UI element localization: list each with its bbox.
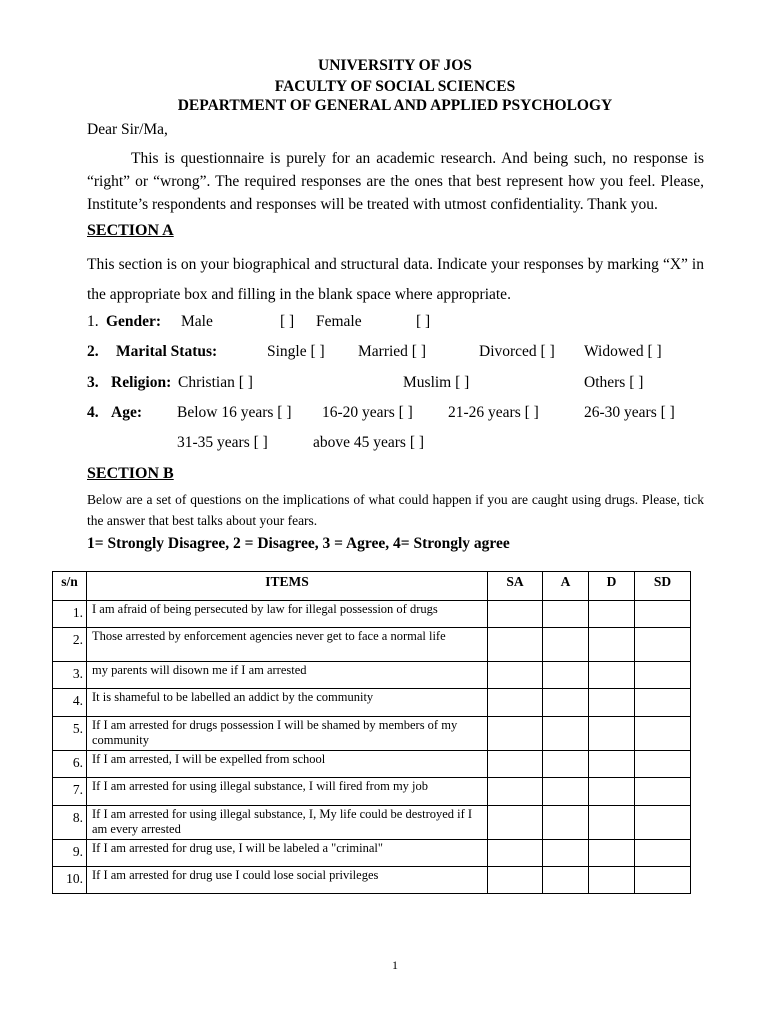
religion-label: Religion:	[111, 374, 172, 391]
a-cell[interactable]	[543, 867, 589, 894]
d-cell[interactable]	[589, 662, 635, 689]
sd-cell[interactable]	[635, 778, 691, 806]
sa-cell[interactable]	[488, 601, 543, 628]
sd-cell[interactable]	[635, 751, 691, 778]
row-number: 4.	[53, 689, 87, 717]
row-number: 3.	[53, 662, 87, 689]
age-31-35-checkbox[interactable]: 31-35 years [ ]	[177, 434, 268, 451]
marital-married-checkbox[interactable]: Married [ ]	[358, 343, 426, 360]
age-21-26-checkbox[interactable]: 21-26 years [ ]	[448, 404, 539, 421]
sd-cell[interactable]	[635, 806, 691, 840]
age-above45-checkbox[interactable]: above 45 years [ ]	[313, 434, 425, 451]
age-below16-checkbox[interactable]: Below 16 years [ ]	[177, 404, 292, 421]
age-16-20-checkbox[interactable]: 16-20 years [ ]	[322, 404, 413, 421]
marital-label: Marital Status:	[116, 343, 218, 360]
row-item-text: If I am arrested, I will be expelled from school	[87, 751, 488, 778]
sd-cell[interactable]	[635, 601, 691, 628]
header-items: ITEMS	[87, 572, 488, 601]
header-sd: SD	[635, 572, 691, 601]
marital-single-checkbox[interactable]: Single [ ]	[267, 343, 325, 360]
row-item-text: It is shameful to be labelled an addict by the community	[87, 689, 488, 717]
table-row	[53, 601, 691, 628]
gender-num: 1.	[87, 313, 99, 330]
salutation: Dear Sir/Ma,	[87, 121, 168, 138]
table-row	[53, 662, 691, 689]
section-b-title: SECTION B	[87, 465, 174, 482]
sa-cell[interactable]	[488, 806, 543, 840]
table-row	[53, 806, 691, 840]
a-cell[interactable]	[543, 689, 589, 717]
marital-widowed-checkbox[interactable]: Widowed [ ]	[584, 343, 662, 360]
row-number: 9.	[53, 840, 87, 867]
sd-cell[interactable]	[635, 840, 691, 867]
d-cell[interactable]	[589, 689, 635, 717]
sd-cell[interactable]	[635, 717, 691, 751]
header-sn: s/n	[53, 572, 87, 601]
marital-num: 2.	[87, 343, 99, 360]
a-cell[interactable]	[543, 601, 589, 628]
a-cell[interactable]	[543, 840, 589, 867]
a-cell[interactable]	[543, 662, 589, 689]
age-26-30-checkbox[interactable]: 26-30 years [ ]	[584, 404, 675, 421]
row-item-text: If I am arrested for using illegal substance, I will fired from my job	[87, 778, 488, 806]
sd-cell[interactable]	[635, 628, 691, 662]
header-sa: SA	[488, 572, 543, 601]
age-num: 4.	[87, 404, 99, 421]
row-number: 6.	[53, 751, 87, 778]
row-number: 10.	[53, 867, 87, 894]
religion-muslim-checkbox[interactable]: Muslim [ ]	[403, 374, 470, 391]
gender-female-label: Female	[316, 313, 362, 330]
d-cell[interactable]	[589, 806, 635, 840]
section-a-instructions: This section is on your biographical and structural data. Indicate your responses by marking “X” in the appropriate box and filling in the blank space where appropriate.	[87, 256, 704, 303]
marital-divorced-checkbox[interactable]: Divorced [ ]	[479, 343, 555, 360]
row-item-text: If I am arrested for drug use, I will be labeled a "criminal"	[87, 840, 488, 867]
sa-cell[interactable]	[488, 628, 543, 662]
section-b-instructions: Below are a set of questions on the implications of what could happen if you are caught using drugs. Please, tick the answer that best talks about your fears.	[87, 492, 704, 528]
table-row	[53, 717, 691, 751]
a-cell[interactable]	[543, 778, 589, 806]
table-row	[53, 867, 691, 894]
d-cell[interactable]	[589, 751, 635, 778]
row-number: 2.	[53, 628, 87, 662]
gender-male-label: Male	[181, 313, 213, 330]
row-item-text: my parents will disown me if I am arrested	[87, 662, 488, 689]
religion-others-checkbox[interactable]: Others [ ]	[584, 374, 644, 391]
gender-female-checkbox[interactable]: [ ]	[416, 313, 431, 330]
sa-cell[interactable]	[488, 751, 543, 778]
gender-label: Gender:	[106, 313, 162, 330]
a-cell[interactable]	[543, 628, 589, 662]
faculty-title: FACULTY OF SOCIAL SCIENCES	[274, 78, 516, 95]
table-header-row	[53, 572, 691, 601]
page-number: 1	[392, 958, 398, 972]
age-label: Age:	[111, 404, 142, 421]
d-cell[interactable]	[589, 867, 635, 894]
row-item-text: I am afraid of being persecuted by law for illegal possession of drugs	[87, 601, 488, 628]
row-item-text: Those arrested by enforcement agencies never get to face a normal life	[87, 628, 488, 662]
sa-cell[interactable]	[488, 778, 543, 806]
gender-male-checkbox[interactable]: [ ]	[280, 313, 295, 330]
sd-cell[interactable]	[635, 867, 691, 894]
row-number: 5.	[53, 717, 87, 751]
header-d: D	[589, 572, 635, 601]
a-cell[interactable]	[543, 806, 589, 840]
d-cell[interactable]	[589, 628, 635, 662]
a-cell[interactable]	[543, 751, 589, 778]
religion-num: 3.	[87, 374, 99, 391]
row-item-text: If I am arrested for drugs possession I will be shamed by members of my community	[87, 717, 488, 751]
table-row	[53, 689, 691, 717]
table-row	[53, 840, 691, 867]
row-number: 8.	[53, 806, 87, 840]
row-item-text: If I am arrested for drug use I could lose social privileges	[87, 867, 488, 894]
sa-cell[interactable]	[488, 689, 543, 717]
table-row	[53, 751, 691, 778]
d-cell[interactable]	[589, 840, 635, 867]
table-row	[53, 628, 691, 662]
questionnaire-table	[52, 571, 691, 894]
table-row	[53, 778, 691, 806]
row-number: 7.	[53, 778, 87, 806]
university-title: UNIVERSITY OF JOS	[318, 57, 472, 74]
a-cell[interactable]	[543, 717, 589, 751]
sa-cell[interactable]	[488, 867, 543, 894]
intro-paragraph: This is questionnaire is purely for an academic research. And being such, no response is “right” or “wrong”. The required responses are the ones that best represent how you feel. Please, Institute’s respondents and responses will be treated with utmost confidentiality. Thank you.	[87, 150, 704, 213]
rating-scale: 1= Strongly Disagree, 2 = Disagree, 3 = Agree, 4= Strongly agree	[87, 535, 510, 552]
religion-christian-checkbox[interactable]: Christian [ ]	[178, 374, 253, 391]
row-item-text: If I am arrested for using illegal substance, I, My life could be destroyed if I am every arrested	[87, 806, 488, 840]
row-number: 1.	[53, 601, 87, 628]
department-title: DEPARTMENT OF GENERAL AND APPLIED PSYCHOLOGY	[177, 97, 613, 114]
sa-cell[interactable]	[488, 662, 543, 689]
sd-cell[interactable]	[635, 662, 691, 689]
d-cell[interactable]	[589, 778, 635, 806]
d-cell[interactable]	[589, 601, 635, 628]
header-a: A	[543, 572, 589, 601]
sd-cell[interactable]	[635, 689, 691, 717]
section-a-title: SECTION A	[87, 222, 174, 239]
sa-cell[interactable]	[488, 717, 543, 751]
sa-cell[interactable]	[488, 840, 543, 867]
d-cell[interactable]	[589, 717, 635, 751]
